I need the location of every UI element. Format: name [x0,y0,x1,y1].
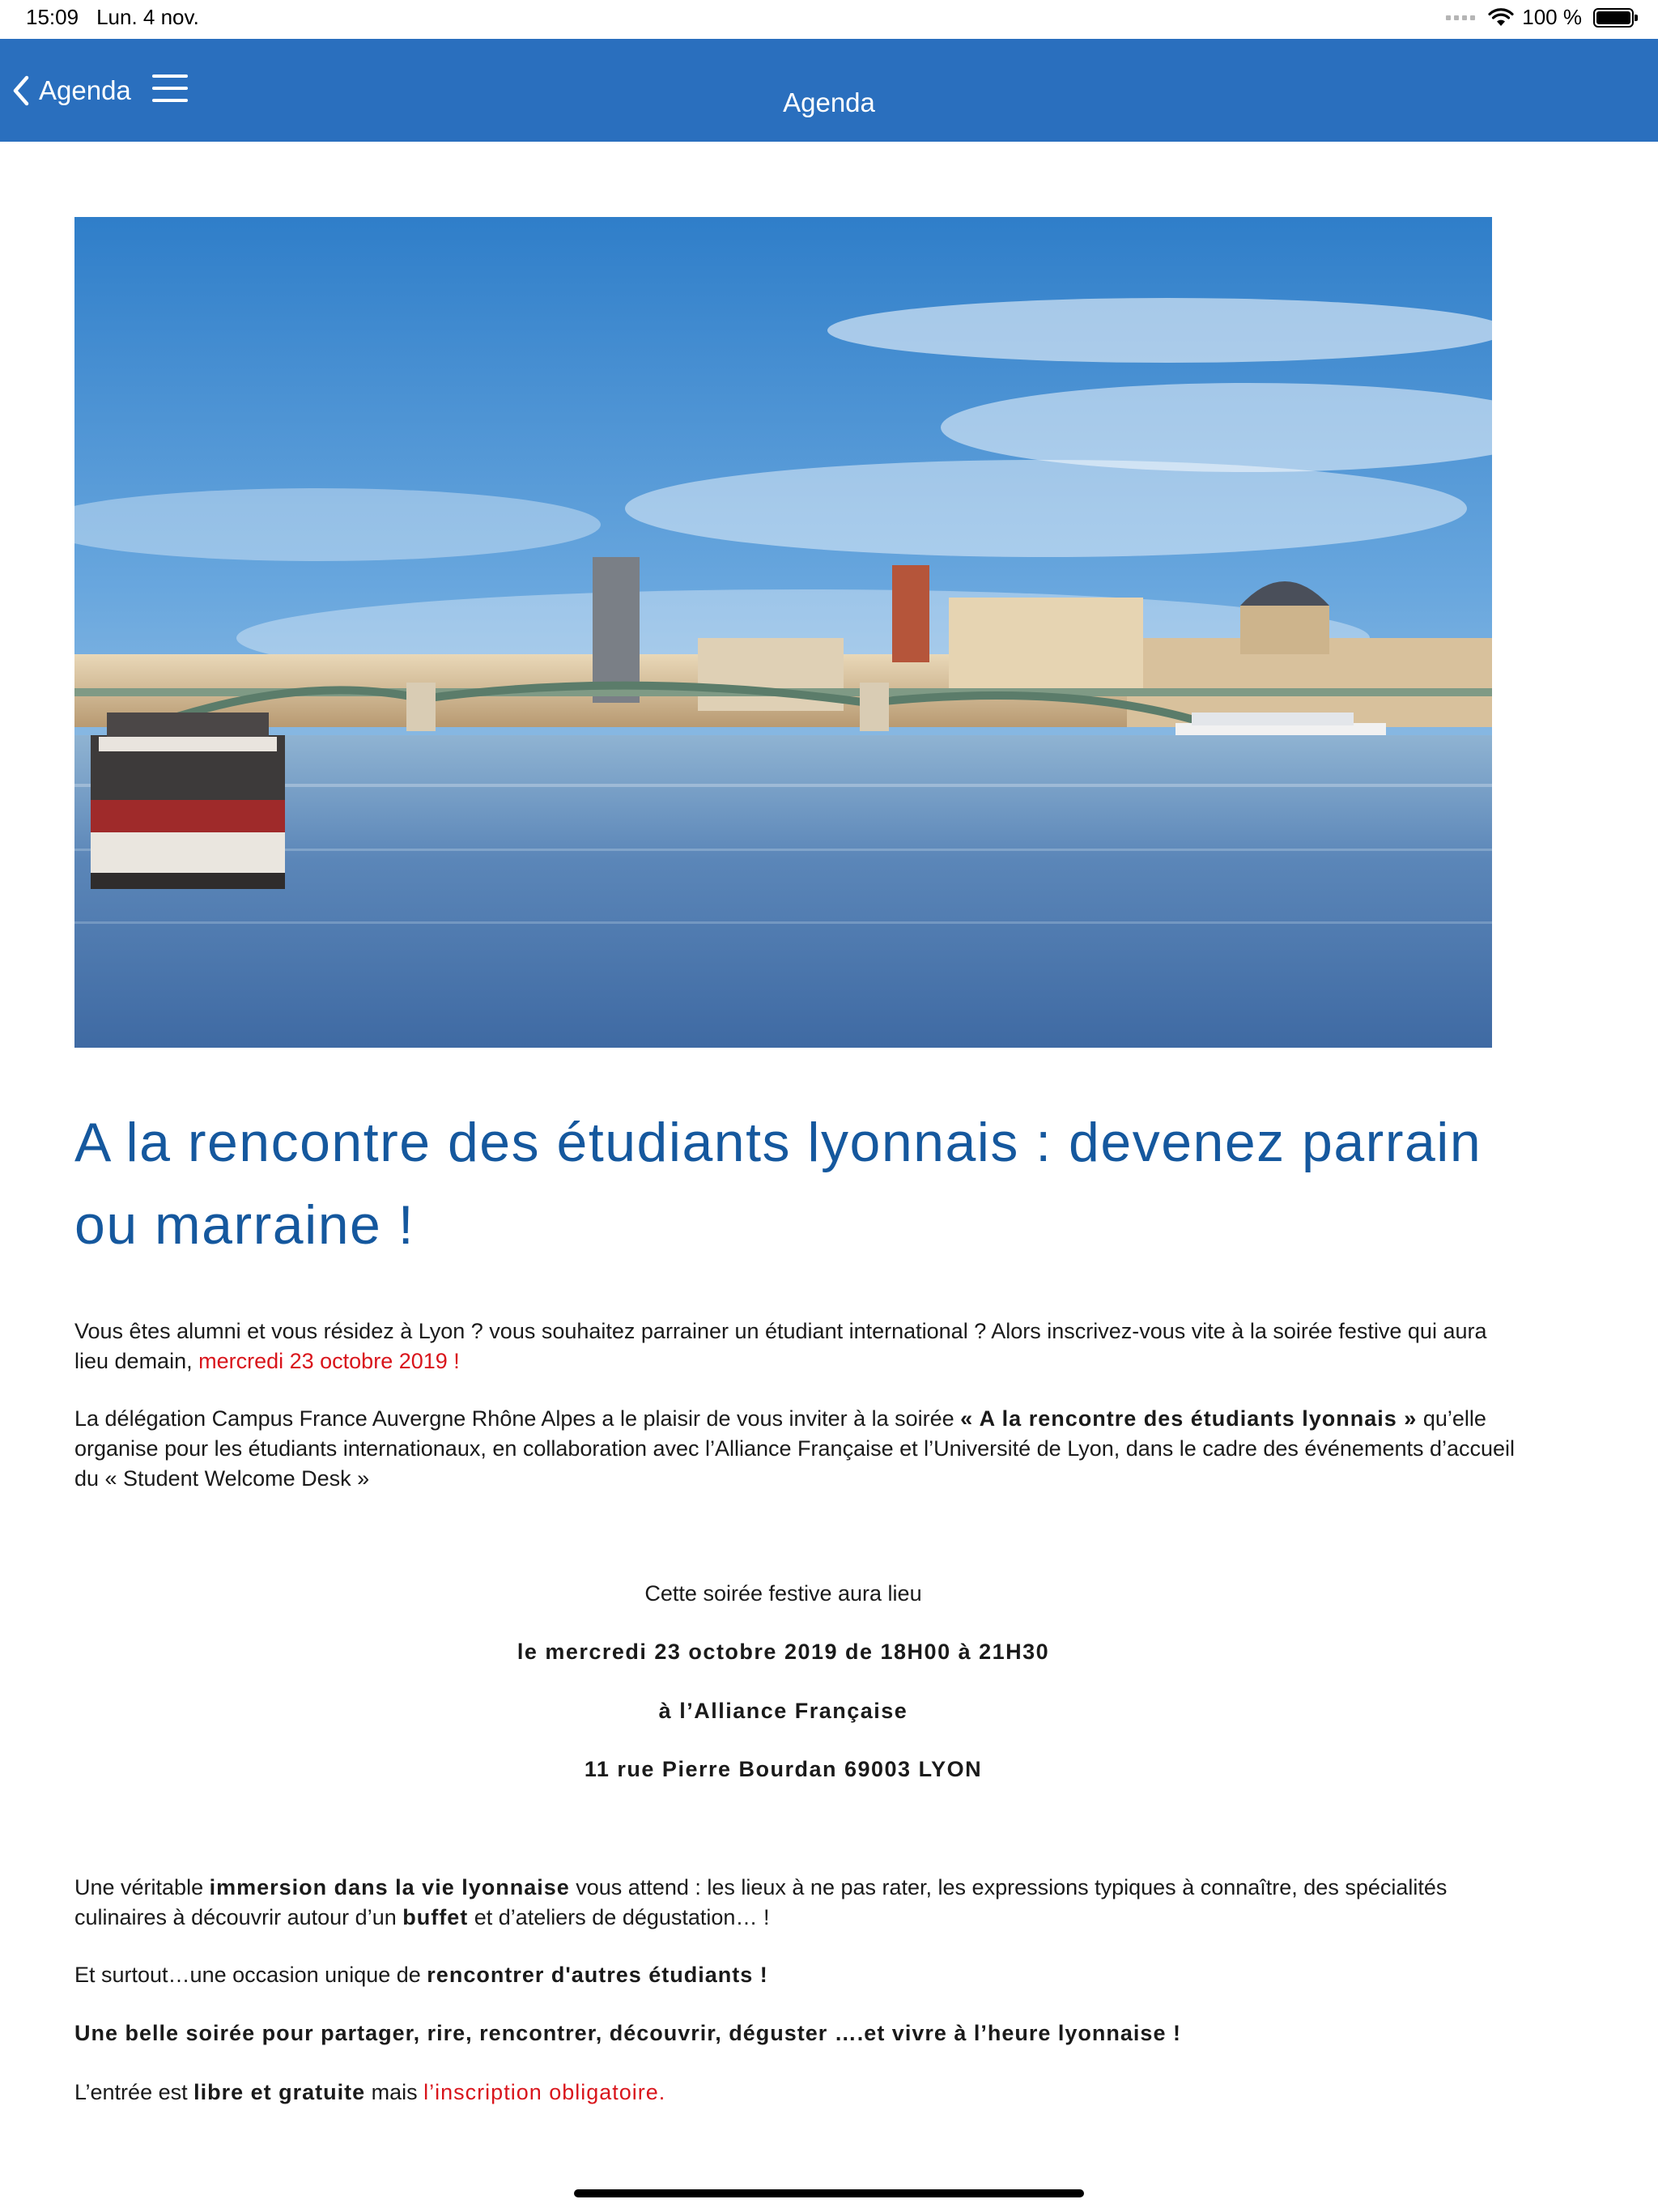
event-date: le mercredi 23 octobre 2019 de 18H00 à 21H30 [517,1640,1050,1664]
status-date: Lun. 4 nov. [96,5,199,29]
buffet-bold: buffet [402,1905,469,1929]
nav-title: Agenda [783,87,875,117]
event-address: 11 rue Pierre Bourdan 69003 LYON [584,1757,983,1781]
intro-date: mercredi 23 octobre 2019 ! [198,1349,460,1373]
intro-paragraph [74,1317,1516,1376]
nav-bar [0,39,1658,142]
immersion-text-3: et d’ateliers de dégustation… ! [468,1905,770,1929]
wifi-icon [1488,8,1514,28]
immersion-text-1: Une véritable [74,1875,210,1899]
registration-link[interactable]: l’inscription obligatoire. [423,2080,666,2104]
battery-icon [1593,8,1634,28]
status-bar [0,0,1658,39]
back-button-label: Agenda [39,75,131,105]
surtout-paragraph [74,1960,1516,1990]
status-time: 15:09 [26,5,79,29]
battery-percent: 100 % [1522,5,1582,29]
immersion-text-2: vous attend : les lieux à ne pas rater, les expressions typiques à connaître, des spécialités culinaires à découvrir autour d’un [74,1875,1448,1929]
home-indicator[interactable] [574,2189,1084,2197]
surtout-bold: rencontrer d'autres étudiants ! [427,1963,768,1987]
entree-paragraph [74,2078,1516,2108]
entree-text-2: mais [365,2080,424,2104]
battery-fill [1596,11,1630,24]
immersion-paragraph [74,1873,1516,1933]
surtout-text: Et surtout…une occasion unique de [74,1963,427,1987]
status-left [26,5,217,30]
invite-event-name: « A la rencontre des étudiants lyonnais » [960,1406,1418,1431]
invite-text-1: La délégation Campus France Auvergne Rhône Alpes a le plaisir de vous inviter à la soirée [74,1406,961,1431]
hero-image [74,217,1492,1048]
cellular-signal-icon [1446,15,1475,20]
entree-bold: libre et gratuite [193,2080,366,2104]
invitation-paragraph [74,1404,1516,1494]
invite-text-2: qu’elle organise pour les étudiants internationaux, en collaboration avec l’Alliance Française et l’Université de Lyon, dans le cadre des événements d’accueil du « Student Welcome Desk » [74,1406,1516,1491]
intro-text: Vous êtes alumni et vous résidez à Lyon ? vous souhaitez parrainer un étudiant international ? Alors inscrivez-vous vite à la soirée festive qui aura lieu demain, [74,1319,1487,1373]
soiree-bold: Une belle soirée pour partager, rire, rencontrer, découvrir, déguster ….et vivre à l’heure lyonnaise ! [74,2021,1181,2045]
event-intro: Cette soirée festive aura lieu [644,1581,922,1606]
event-place: à l’Alliance Française [658,1699,908,1723]
soiree-paragraph [74,2018,1516,2048]
immersion-bold: immersion dans la vie lyonnaise [209,1875,570,1899]
entree-text-1: L’entrée est [74,2080,194,2104]
lyon-riverside-photo [74,217,1492,1048]
status-right [1446,5,1634,30]
article-title: A la rencontre des étudiants lyonnais : devenez parrain ou marraine ! [74,1112,1482,1256]
